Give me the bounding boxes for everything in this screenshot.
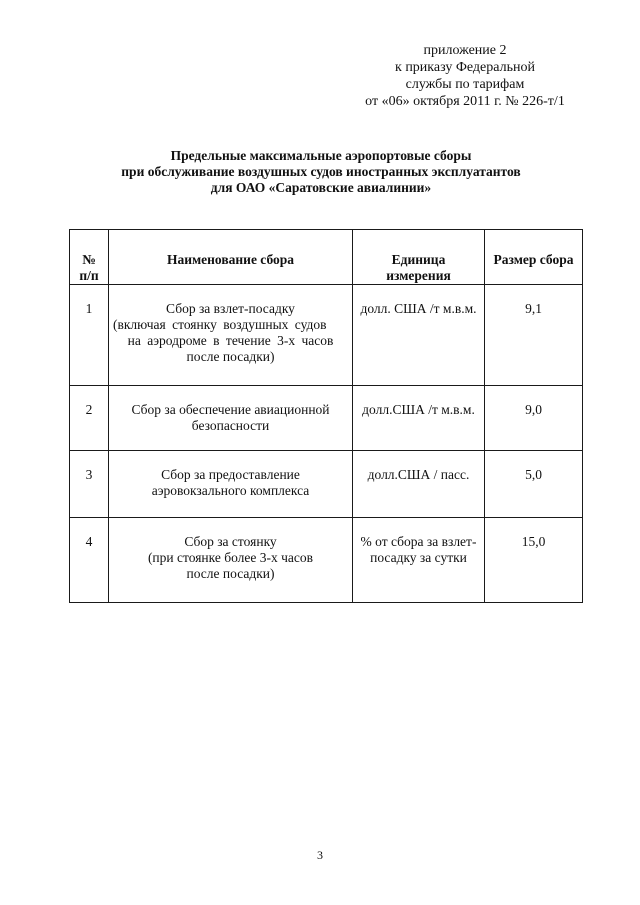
page-number: 3 (317, 848, 323, 862)
row-name: Сбор за предоставление аэровокзального комплекса (109, 451, 353, 518)
row-num: 1 (70, 285, 109, 386)
table-row (70, 386, 583, 451)
row-num: 3 (70, 451, 109, 518)
row-unit: долл.США / пасс. (353, 451, 485, 518)
row-size: 5,0 (485, 451, 583, 518)
header-unit: Единица измерения (353, 230, 485, 285)
appendix-line: от «06» октября 2011 г. № 226-т/1 (365, 94, 565, 109)
row-unit: долл. США /т м.в.м. (353, 285, 485, 386)
appendix-line: к приказу Федеральной (395, 60, 535, 75)
row-name: Сбор за обеспечение авиационной безопасности (109, 386, 353, 451)
title-line: при обслуживание воздушных судов иностранных эксплуатантов (121, 164, 521, 179)
title-line: Предельные максимальные аэропортовые сборы (170, 148, 472, 163)
table-row (70, 451, 583, 518)
row-size: 15,0 (485, 518, 583, 603)
row-unit: % от сбора за взлет- посадку за сутки (353, 518, 485, 603)
document-title (40, 148, 602, 196)
row-unit: долл.США /т м.в.м. (353, 386, 485, 451)
appendix-line: службы по тарифам (405, 77, 525, 92)
table-row (70, 285, 583, 386)
table-row (70, 518, 583, 603)
row-name: Сбор за взлет-посадку (включая стоянку воздушных судов на аэродроме в течение 3-х часов после посадки) (109, 285, 353, 386)
row-name: Сбор за стоянку (при стоянке более 3-х часов после посадки) (109, 518, 353, 603)
fees-table (69, 229, 583, 603)
title-line: для ОАО «Саратовские авиалинии» (210, 180, 432, 195)
header-num: № п/п (70, 230, 109, 285)
table-header-row (70, 230, 583, 285)
header-name: Наименование сбора (109, 230, 353, 285)
header-size: Размер сбора (485, 230, 583, 285)
appendix-header (320, 42, 610, 110)
row-num: 4 (70, 518, 109, 603)
row-num: 2 (70, 386, 109, 451)
row-size: 9,1 (485, 285, 583, 386)
appendix-line: приложение 2 (423, 43, 507, 58)
row-size: 9,0 (485, 386, 583, 451)
